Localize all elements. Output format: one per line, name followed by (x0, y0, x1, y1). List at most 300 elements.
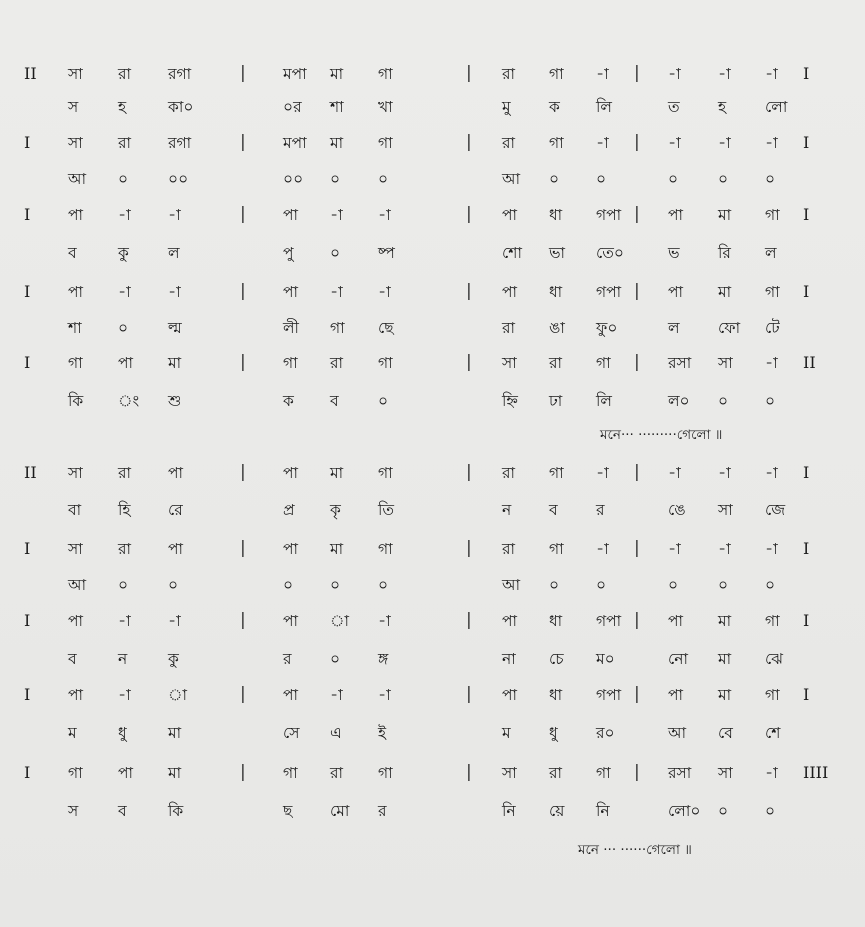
lyric-syllable: চে (549, 650, 564, 668)
lyric-syllable: রি (718, 244, 731, 262)
swara-note: গা (596, 764, 611, 782)
lyric-syllable: কি (168, 802, 184, 820)
swara-note: -া (668, 464, 681, 482)
swara-note: সা (502, 764, 517, 782)
lyric-syllable: ল (668, 319, 680, 337)
swara-note: গা (549, 464, 564, 482)
swara-note: -া (765, 464, 778, 482)
swara-note: রা (549, 764, 563, 782)
lyric-syllable: ঙ্গ (378, 650, 389, 668)
swara-note: গা (378, 464, 393, 482)
swara-note: -া (378, 206, 391, 224)
lyric-line (0, 573, 865, 603)
lyric-syllable: আ (502, 170, 521, 188)
refrain-cue: মনে ··· ······গেলো ॥ (578, 842, 692, 858)
lyric-syllable: প্র (283, 501, 295, 519)
swara-note: -া (330, 686, 343, 704)
swara-note: পা (68, 686, 84, 704)
swara-note: সা (718, 354, 733, 372)
swara-note: পা (283, 464, 299, 482)
start-bar-mark: I (24, 611, 31, 630)
swara-note: রা (502, 540, 516, 558)
lyric-syllable: ০ (168, 576, 179, 594)
swara-line (0, 280, 865, 310)
measure-divider: | (240, 132, 246, 152)
lyric-syllable: রা (502, 319, 516, 337)
measure-divider: | (240, 204, 246, 224)
swara-note: -া (765, 354, 778, 372)
swara-note: রা (118, 464, 132, 482)
swara-note: রা (502, 65, 516, 83)
lyric-syllable: লি (596, 98, 612, 116)
swara-note: -া (596, 65, 609, 83)
measure-divider: | (634, 610, 640, 630)
swara-note: গা (596, 354, 611, 372)
lyric-syllable: গা (330, 319, 345, 337)
lyric-syllable: কৃ (330, 501, 341, 519)
swara-note: পা (668, 686, 684, 704)
lyric-syllable: লো (765, 98, 788, 116)
measure-divider: | (240, 684, 246, 704)
lyric-syllable: খা (378, 98, 393, 116)
lyric-syllable: ত (668, 98, 680, 116)
swara-note: রসা (668, 764, 692, 782)
lyric-syllable: ০ (330, 650, 341, 668)
measure-divider: | (466, 352, 472, 372)
swara-note: গা (378, 65, 393, 83)
swara-line (0, 761, 865, 791)
swara-note: পা (502, 612, 518, 630)
swara-note: গপা (596, 206, 622, 224)
end-bar-mark: I (803, 64, 810, 83)
lyric-syllable: ব (118, 802, 127, 820)
start-bar-mark: I (24, 685, 31, 704)
swara-note: পা (283, 686, 299, 704)
lyric-syllable: ক (549, 98, 560, 116)
end-bar-mark: I (803, 685, 810, 704)
lyric-syllable: মু (502, 98, 511, 116)
lyric-syllable: হ্নি (502, 392, 518, 410)
lyric-syllable: বে (718, 724, 733, 742)
swara-note: -া (378, 686, 391, 704)
lyric-line (0, 389, 865, 419)
measure-divider: | (466, 462, 472, 482)
swara-note: গা (765, 612, 780, 630)
swara-line (0, 461, 865, 491)
swara-note: -া (168, 612, 181, 630)
swara-note: রা (502, 134, 516, 152)
swara-note: রগা (168, 65, 192, 83)
swara-note: পা (502, 686, 518, 704)
swara-note: রা (118, 134, 132, 152)
lyric-syllable: রে (168, 501, 183, 519)
lyric-syllable: না (502, 650, 516, 668)
swara-note: পা (668, 206, 684, 224)
start-bar-mark: I (24, 539, 31, 558)
lyric-syllable: ০ (765, 802, 776, 820)
measure-divider: | (634, 684, 640, 704)
swara-note: গা (765, 206, 780, 224)
swara-note: গা (549, 540, 564, 558)
lyric-syllable: র০ (596, 724, 615, 742)
swara-note: গা (283, 764, 298, 782)
swara-note: মা (718, 206, 732, 224)
measure-divider: | (634, 132, 640, 152)
end-bar-mark: II (803, 353, 816, 372)
lyric-syllable: লি (596, 392, 612, 410)
measure-divider: | (466, 610, 472, 630)
swara-note: মপা (283, 65, 307, 83)
lyric-syllable: ধু (118, 724, 127, 742)
lyric-syllable: ফু০ (596, 319, 618, 337)
swara-note: -া (378, 283, 391, 301)
lyric-syllable: ম (502, 724, 511, 742)
measure-divider: | (240, 762, 246, 782)
measure-divider: | (466, 63, 472, 83)
lyric-syllable: ব (68, 650, 77, 668)
lyric-syllable: ০ (718, 576, 729, 594)
lyric-syllable: ০ (283, 576, 294, 594)
swara-note: গা (378, 764, 393, 782)
swara-note: সা (718, 764, 733, 782)
lyric-syllable: ০ (378, 576, 389, 594)
lyric-syllable: নি (596, 802, 610, 820)
lyric-syllable: হ (718, 98, 727, 116)
measure-divider: | (240, 462, 246, 482)
lyric-syllable: লো০ (668, 802, 701, 820)
lyric-syllable: ০ (718, 170, 729, 188)
lyric-syllable: ০০ (168, 170, 189, 188)
swara-note: -া (765, 764, 778, 782)
lyric-syllable: ০ (765, 392, 776, 410)
swara-note: -া (718, 134, 731, 152)
swara-note: পা (283, 540, 299, 558)
lyric-syllable: য়ে (549, 802, 565, 820)
measure-divider: | (634, 352, 640, 372)
swara-note: রা (118, 540, 132, 558)
swara-line (0, 203, 865, 233)
lyric-syllable: কু (168, 650, 179, 668)
measure-divider: | (466, 204, 472, 224)
end-bar-mark: I (803, 133, 810, 152)
lyric-syllable: শু (168, 392, 182, 410)
swara-note: -া (596, 540, 609, 558)
end-bar-mark: I (803, 611, 810, 630)
lyric-syllable: র (283, 650, 292, 668)
lyric-line (0, 241, 865, 271)
swara-line (0, 131, 865, 161)
swara-note: মা (330, 134, 344, 152)
measure-divider: | (466, 281, 472, 301)
lyric-syllable: ঢা (549, 392, 563, 410)
lyric-syllable: শা (68, 319, 82, 337)
swara-note: সা (68, 540, 83, 558)
start-bar-mark: I (24, 133, 31, 152)
swara-line (0, 609, 865, 639)
lyric-syllable: ০ (765, 170, 776, 188)
lyric-syllable: বা (68, 501, 82, 519)
lyric-syllable: ০ (118, 319, 129, 337)
swara-note: পা (283, 206, 299, 224)
measure-divider: | (466, 538, 472, 558)
lyric-line (0, 647, 865, 677)
swara-note: পা (168, 540, 184, 558)
measure-divider: | (634, 281, 640, 301)
start-bar-mark: I (24, 282, 31, 301)
measure-divider: | (466, 762, 472, 782)
swara-note: গা (378, 540, 393, 558)
lyric-syllable: কু (118, 244, 129, 262)
lyric-syllable: ং (118, 392, 140, 410)
lyric-syllable: ঙা (549, 319, 565, 337)
start-bar-mark: I (24, 205, 31, 224)
swara-note: সা (502, 354, 517, 372)
lyric-syllable: ল (765, 244, 777, 262)
lyric-syllable: ০ (668, 576, 679, 594)
measure-divider: | (634, 462, 640, 482)
swara-note: -া (765, 65, 778, 83)
swara-note: গা (68, 354, 83, 372)
lyric-syllable: টে (765, 319, 780, 337)
swara-note: -া (668, 65, 681, 83)
lyric-line (0, 316, 865, 346)
lyric-syllable: ষ্প (378, 244, 395, 262)
swara-note: পা (668, 612, 684, 630)
lyric-syllable: ০ (765, 576, 776, 594)
swara-note: -া (118, 686, 131, 704)
end-bar-mark: I (803, 282, 810, 301)
swara-note: পা (68, 283, 84, 301)
lyric-line (0, 799, 865, 829)
lyric-syllable: ন (502, 501, 512, 519)
swara-note: -া (118, 206, 131, 224)
start-bar-mark: II (24, 64, 37, 83)
swara-note: গা (378, 134, 393, 152)
swara-note: -া (118, 283, 131, 301)
lyric-syllable: ০ (718, 392, 729, 410)
lyric-syllable: ০ (668, 170, 679, 188)
swara-note: গা (765, 283, 780, 301)
swara-note: গপা (596, 686, 622, 704)
lyric-syllable: কা০ (168, 98, 194, 116)
swara-note: পা (118, 764, 134, 782)
swara-note: গা (549, 65, 564, 83)
swara-note: -া (378, 612, 391, 630)
lyric-syllable: ম০ (596, 650, 615, 668)
swara-note: -া (765, 134, 778, 152)
swara-note: -া (718, 540, 731, 558)
lyric-syllable: ০ (118, 576, 129, 594)
swara-note: পা (502, 206, 518, 224)
lyric-syllable: ব (549, 501, 558, 519)
swara-line (0, 351, 865, 381)
swara-note: -া (168, 283, 181, 301)
swara-note: ধা (549, 612, 563, 630)
swara-note: রা (549, 354, 563, 372)
swara-note: -া (718, 464, 731, 482)
lyric-syllable: ঝে (765, 650, 784, 668)
swara-note: রগা (168, 134, 192, 152)
end-bar-mark: I (803, 539, 810, 558)
lyric-syllable: ফো (718, 319, 741, 337)
measure-divider: | (634, 63, 640, 83)
swara-note: -া (330, 283, 343, 301)
swara-line (0, 537, 865, 567)
measure-divider: | (240, 610, 246, 630)
swara-note: -া (668, 540, 681, 558)
lyric-syllable: ধু (549, 724, 558, 742)
lyric-syllable: ০ (718, 802, 729, 820)
lyric-syllable: ০র (283, 98, 302, 116)
lyric-syllable: ০ (330, 576, 341, 594)
measure-divider: | (634, 538, 640, 558)
swara-note: রা (118, 65, 132, 83)
swara-line (0, 683, 865, 713)
start-bar-mark: II (24, 463, 37, 482)
lyric-syllable: লী (283, 319, 299, 337)
measure-divider: | (240, 63, 246, 83)
lyric-syllable: র (378, 802, 387, 820)
swara-note: সা (68, 464, 83, 482)
lyric-syllable: ০ (118, 170, 129, 188)
swara-note: পা (168, 464, 184, 482)
lyric-syllable: স (68, 98, 79, 116)
measure-divider: | (634, 204, 640, 224)
swara-note: মা (718, 283, 732, 301)
swara-note: পা (502, 283, 518, 301)
swara-note: গা (378, 354, 393, 372)
lyric-line (0, 167, 865, 197)
swara-note: া (330, 612, 350, 630)
swara-note: া (168, 686, 188, 704)
swara-note: রসা (668, 354, 692, 372)
lyric-syllable: শা (330, 98, 344, 116)
swara-note: রা (330, 764, 344, 782)
lyric-line (0, 498, 865, 528)
lyric-syllable: মা (168, 724, 182, 742)
lyric-syllable: ঙে (668, 501, 686, 519)
swara-note: -া (596, 464, 609, 482)
lyric-syllable: ভা (549, 244, 566, 262)
swara-note: গপা (596, 283, 622, 301)
lyric-syllable: ০ (378, 392, 389, 410)
lyric-syllable: আ (68, 170, 87, 188)
swara-note: গপা (596, 612, 622, 630)
lyric-syllable: ০ (549, 170, 560, 188)
swara-note: -া (765, 540, 778, 558)
lyric-syllable: হ (118, 98, 127, 116)
lyric-syllable: জে (765, 501, 786, 519)
lyric-syllable: আ (68, 576, 87, 594)
swara-note: রা (502, 464, 516, 482)
refrain-cue: মনে··· ·········গেলো ॥ (600, 427, 723, 443)
lyric-syllable: পু (283, 244, 294, 262)
lyric-syllable: ন (118, 650, 128, 668)
end-bar-mark: I (803, 205, 810, 224)
lyric-syllable: আ (502, 576, 521, 594)
lyric-syllable: ম (68, 724, 77, 742)
lyric-syllable: ল০ (668, 392, 690, 410)
lyric-syllable: ০ (549, 576, 560, 594)
swara-note: -া (668, 134, 681, 152)
swara-note: মা (330, 540, 344, 558)
swara-note: পা (668, 283, 684, 301)
lyric-syllable: হি (118, 501, 131, 519)
lyric-syllable: স (68, 802, 79, 820)
lyric-syllable: ০ (330, 244, 341, 262)
swara-note: -া (168, 206, 181, 224)
lyric-syllable: ০০ (283, 170, 304, 188)
start-bar-mark: I (24, 763, 31, 782)
measure-divider: | (634, 762, 640, 782)
lyric-line (0, 721, 865, 751)
lyric-syllable: ০ (596, 576, 607, 594)
measure-divider: | (466, 684, 472, 704)
lyric-syllable: র (596, 501, 605, 519)
swara-note: পা (68, 206, 84, 224)
lyric-syllable: ০ (378, 170, 389, 188)
measure-divider: | (466, 132, 472, 152)
lyric-syllable: ল (168, 244, 180, 262)
swara-note: মপা (283, 134, 307, 152)
swara-note: রা (330, 354, 344, 372)
swara-note: পা (283, 283, 299, 301)
swara-note: মা (168, 764, 182, 782)
lyric-syllable: ব (330, 392, 339, 410)
measure-divider: | (240, 281, 246, 301)
lyric-syllable: ০ (596, 170, 607, 188)
lyric-syllable: ব (68, 244, 77, 262)
swara-note: মা (718, 686, 732, 704)
lyric-syllable: ছ (283, 802, 293, 820)
lyric-syllable: শে (765, 724, 781, 742)
swara-note: গা (765, 686, 780, 704)
swara-note: পা (118, 354, 134, 372)
swara-note: মা (330, 65, 344, 83)
end-bar-mark: I (803, 463, 810, 482)
swara-note: গা (549, 134, 564, 152)
swara-note: গা (68, 764, 83, 782)
swara-note: -া (596, 134, 609, 152)
lyric-syllable: ০ (330, 170, 341, 188)
swara-note: গা (283, 354, 298, 372)
swara-note: ধা (549, 206, 563, 224)
lyric-syllable: ল্ম (168, 319, 182, 337)
lyric-syllable: আ (668, 724, 687, 742)
lyric-syllable: সা (718, 501, 733, 519)
lyric-syllable: মো (330, 802, 350, 820)
swara-note: -া (718, 65, 731, 83)
swara-note: ধা (549, 686, 563, 704)
lyric-syllable: ছে (378, 319, 394, 337)
swara-note: সা (68, 134, 83, 152)
lyric-syllable: নো (668, 650, 689, 668)
lyric-syllable: ই (378, 724, 387, 742)
lyric-syllable: শো (502, 244, 522, 262)
swara-note: পা (283, 612, 299, 630)
swara-note: -া (330, 206, 343, 224)
lyric-syllable: কি (68, 392, 84, 410)
lyric-syllable: এ (330, 724, 342, 742)
swara-note: মা (330, 464, 344, 482)
lyric-syllable: মা (718, 650, 732, 668)
swara-note: পা (68, 612, 84, 630)
lyric-line (0, 95, 865, 125)
swara-note: মা (168, 354, 182, 372)
measure-divider: | (240, 538, 246, 558)
measure-divider: | (240, 352, 246, 372)
lyric-syllable: নি (502, 802, 516, 820)
